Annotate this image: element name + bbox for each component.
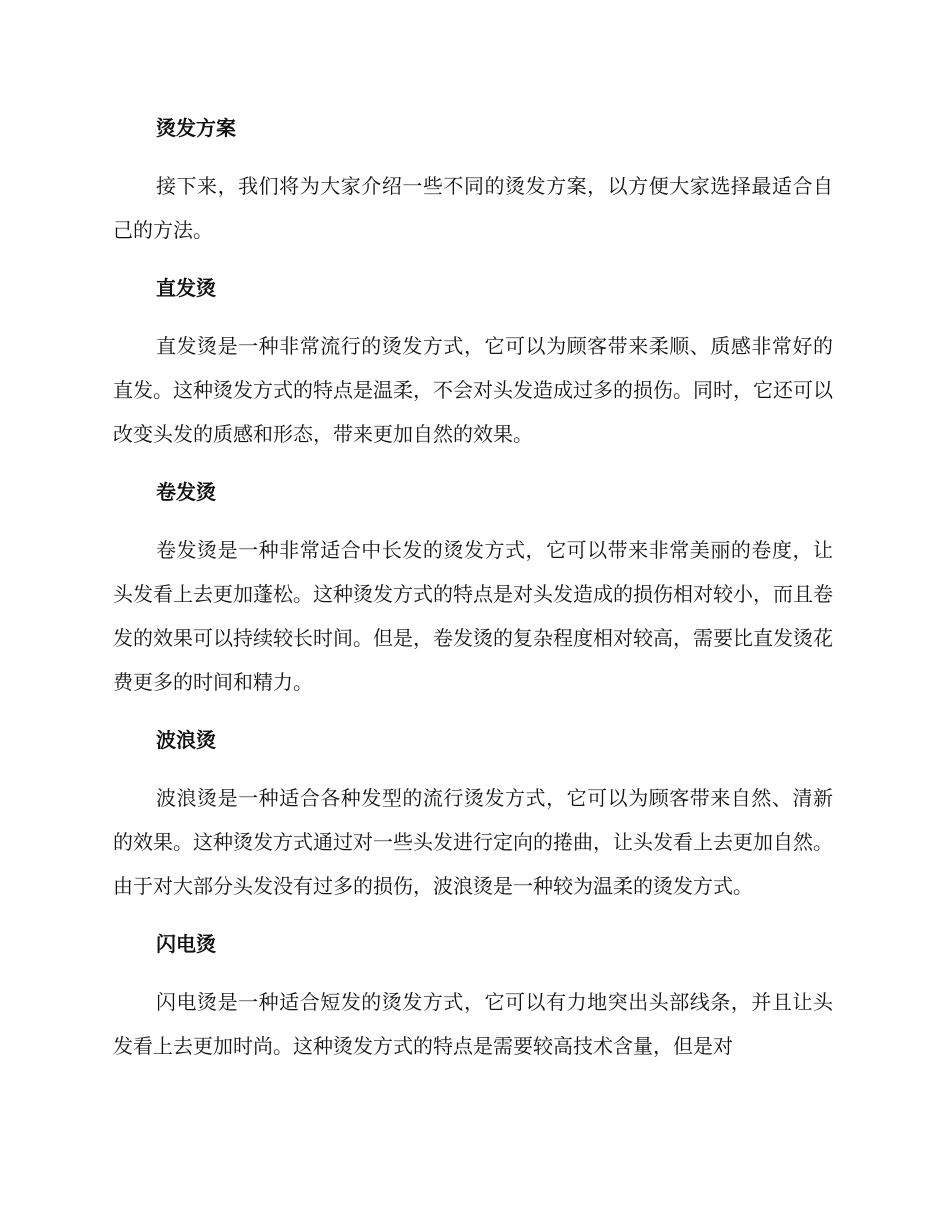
section-paragraph-curl-perm: 卷发烫是一种非常适合中长发的烫发方式，它可以带来非常美丽的卷度，让头发看上去更加蓬松。这种烫发方式的特点是对头发造成的损伤相对较小，而且卷发的效果可以持续较长时间。但是，卷发烫的复杂程度相对较高，需要比直发烫花费更多的时间和精力。 xyxy=(113,538,833,694)
document-page xyxy=(113,108,833,1068)
section-heading-lightning-perm: 闪电烫 xyxy=(156,932,216,956)
section-heading-straight-perm: 直发烫 xyxy=(156,276,216,300)
section-heading-curl-perm: 卷发烫 xyxy=(156,480,216,504)
section-heading-perm-plans: 烫发方案 xyxy=(156,116,236,140)
section-paragraph-perm-plans: 接下来，我们将为大家介绍一些不同的烫发方案，以方便大家选择最适合自己的方法。 xyxy=(113,174,833,242)
section-heading-wave-perm: 波浪烫 xyxy=(156,728,216,752)
section-paragraph-lightning-perm: 闪电烫是一种适合短发的烫发方式，它可以有力地突出头部线条，并且让头发看上去更加时尚。这种烫发方式的特点是需要较高技术含量，但是对 xyxy=(113,990,833,1058)
section-paragraph-wave-perm: 波浪烫是一种适合各种发型的流行烫发方式，它可以为顾客带来自然、清新的效果。这种烫发方式通过对一些头发进行定向的捲曲，让头发看上去更加自然。由于对大部分头发没有过多的损伤，波浪烫是一种较为温柔的烫发方式。 xyxy=(113,786,833,898)
section-paragraph-straight-perm: 直发烫是一种非常流行的烫发方式，它可以为顾客带来柔顺、质感非常好的直发。这种烫发方式的特点是温柔，不会对头发造成过多的损伤。同时，它还可以改变头发的质感和形态，带来更加自然的效果。 xyxy=(113,334,833,446)
